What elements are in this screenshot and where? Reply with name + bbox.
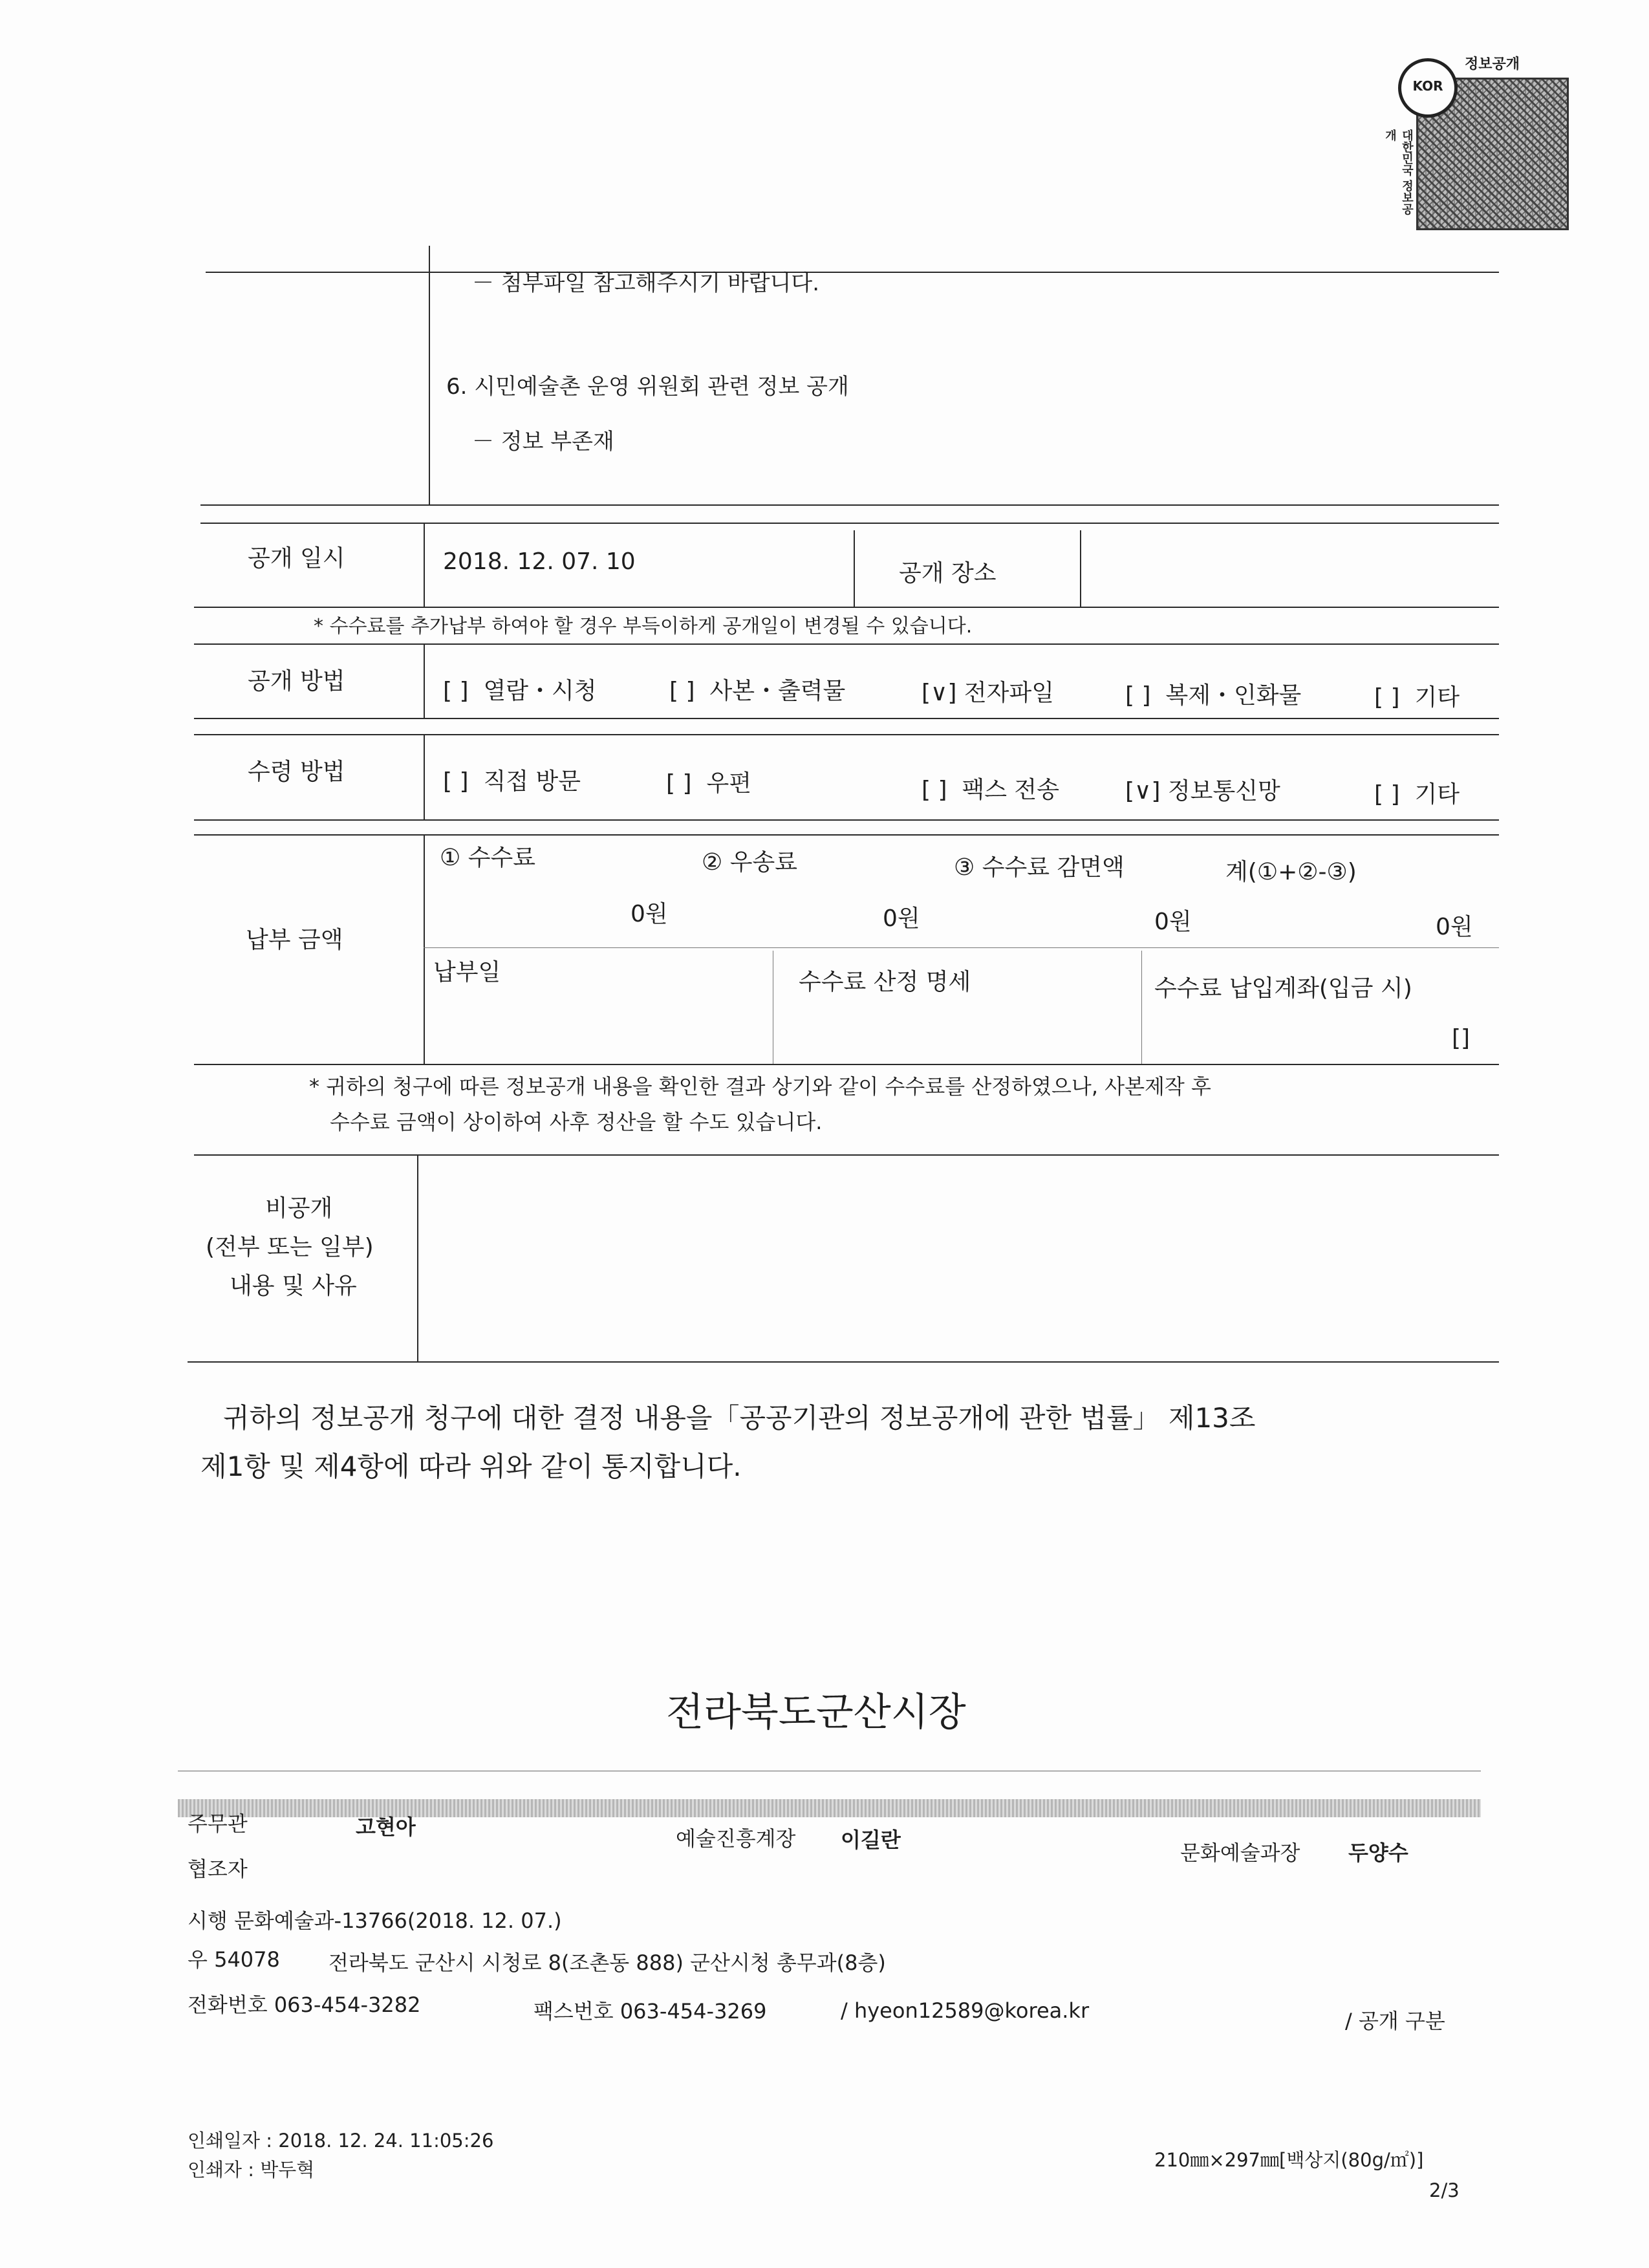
paper-spec: 210㎜×297㎜[백상지(80g/㎡)] xyxy=(1154,2149,1424,2171)
nondisclosure-label-line1: 비공개 xyxy=(265,1195,333,1222)
disclosure-method-label: 공개 방법 xyxy=(248,668,345,695)
receipt-option-network: [∨] 정보통신망 xyxy=(1125,778,1280,805)
enforcement-number: 시행 문화예술과-13766(2018. 12. 07.) xyxy=(188,1908,562,1933)
disclosure-place-label: 공개 장소 xyxy=(899,560,997,587)
printer-name: 인쇄자 : 박두혁 xyxy=(188,2159,315,2181)
item-6-detail: － 정보 부존재 xyxy=(472,429,614,455)
team-leader-name: 이길란 xyxy=(841,1828,901,1852)
print-date: 인쇄일자 : 2018. 12. 24. 11:05:26 xyxy=(188,2130,494,2152)
payment-date-label: 납부일 xyxy=(433,959,501,986)
director-label: 문화예술과장 xyxy=(1180,1841,1300,1865)
manager-name: 고현아 xyxy=(356,1815,416,1839)
disclosure-date-label: 공개 일시 xyxy=(248,545,345,572)
receipt-option-other: [ ] 기타 xyxy=(1374,781,1460,808)
receipt-option-mail: [ ] 우편 xyxy=(666,770,751,797)
payment-note-line2: 수수료 금액이 상이하여 사후 정산을 할 수도 있습니다. xyxy=(330,1110,823,1134)
stamp-vertical-text: 대한민국 정보공개 xyxy=(1381,129,1415,226)
fee-amount: 0원 xyxy=(630,901,668,927)
fee-change-note: * 수수료를 추가납부 하여야 할 경우 부득이하게 공개일이 변경될 수 있습니다. xyxy=(314,615,973,638)
disclosure-date-value: 2018. 12. 07. 10 xyxy=(443,548,636,575)
address: 전라북도 군산시 시청로 8(조촌동 888) 군산시청 총무과(8층) xyxy=(329,1950,886,1975)
stamp-title: 정보공개 xyxy=(1465,56,1520,72)
method-option-electronic-file: [∨] 전자파일 xyxy=(921,680,1055,706)
total-amount: 0원 xyxy=(1436,914,1473,940)
email-address: / hyeon12589@korea.kr xyxy=(841,1998,1090,2023)
postage-header: ② 우송료 xyxy=(702,849,798,876)
receipt-method-label: 수령 방법 xyxy=(248,759,345,785)
nondisclosure-label-line2: (전부 또는 일부) xyxy=(206,1234,374,1260)
notice-line2: 제1항 및 제4항에 따라 위와 같이 통지합니다. xyxy=(200,1451,742,1482)
total-header: 계(①+②-③) xyxy=(1225,859,1357,885)
fee-account-label: 수수료 납입계좌(입금 시) xyxy=(1154,975,1412,1002)
reduction-amount: 0원 xyxy=(1154,909,1192,935)
method-option-other: [ ] 기타 xyxy=(1374,684,1460,711)
attachment-note: － 첨부파일 참고해주시기 바랍니다. xyxy=(472,270,820,296)
payment-amount-label: 납부 금액 xyxy=(246,927,343,953)
fee-account-value: [] xyxy=(1452,1025,1471,1052)
notice-line1: 귀하의 정보공개 청구에 대한 결정 내용을「공공기관의 정보공개에 관한 법률」 제13조 xyxy=(223,1402,1256,1434)
item-6-title: 6. 시민예술촌 운영 위원회 관련 정보 공개 xyxy=(446,374,849,400)
payment-note-line1: * 귀하의 청구에 따른 정보공개 내용을 확인한 결과 상기와 같이 수수료를 산정하였으나, 사본제작 후 xyxy=(309,1074,1211,1099)
fee-reduction-header: ③ 수수료 감면액 xyxy=(954,854,1125,881)
issuer-title: 전라북도군산시장 xyxy=(666,1690,966,1735)
page-number: 2/3 xyxy=(1429,2179,1460,2201)
postage-amount: 0원 xyxy=(883,905,920,932)
method-option-copy: [ ] 사본・출력물 xyxy=(669,678,846,704)
method-option-replication: [ ] 복제・인화물 xyxy=(1125,682,1302,709)
fee-detail-label: 수수료 산정 명세 xyxy=(799,969,971,995)
postal-code: 우 54078 xyxy=(188,1947,280,1972)
disclosure-stamp xyxy=(1383,45,1565,226)
fee-header: ① 수수료 xyxy=(440,845,536,871)
phone-number: 전화번호 063-454-3282 xyxy=(188,1993,421,2017)
team-leader-label: 예술진흥계장 xyxy=(676,1826,796,1851)
receipt-option-visit: [ ] 직접 방문 xyxy=(443,768,581,795)
cooperator-label: 협조자 xyxy=(188,1857,248,1881)
disclosure-type: / 공개 구분 xyxy=(1345,2009,1445,2033)
director-name: 두양수 xyxy=(1348,1841,1408,1865)
fax-number: 팩스번호 063-454-3269 xyxy=(534,1999,767,2024)
receipt-option-fax: [ ] 팩스 전송 xyxy=(921,777,1059,803)
manager-label: 주무관 xyxy=(188,1811,248,1836)
kor-seal-icon: KOR xyxy=(1398,58,1458,118)
method-option-viewing: [ ] 열람・시청 xyxy=(443,678,597,704)
nondisclosure-label-line3: 내용 및 사유 xyxy=(230,1273,357,1299)
